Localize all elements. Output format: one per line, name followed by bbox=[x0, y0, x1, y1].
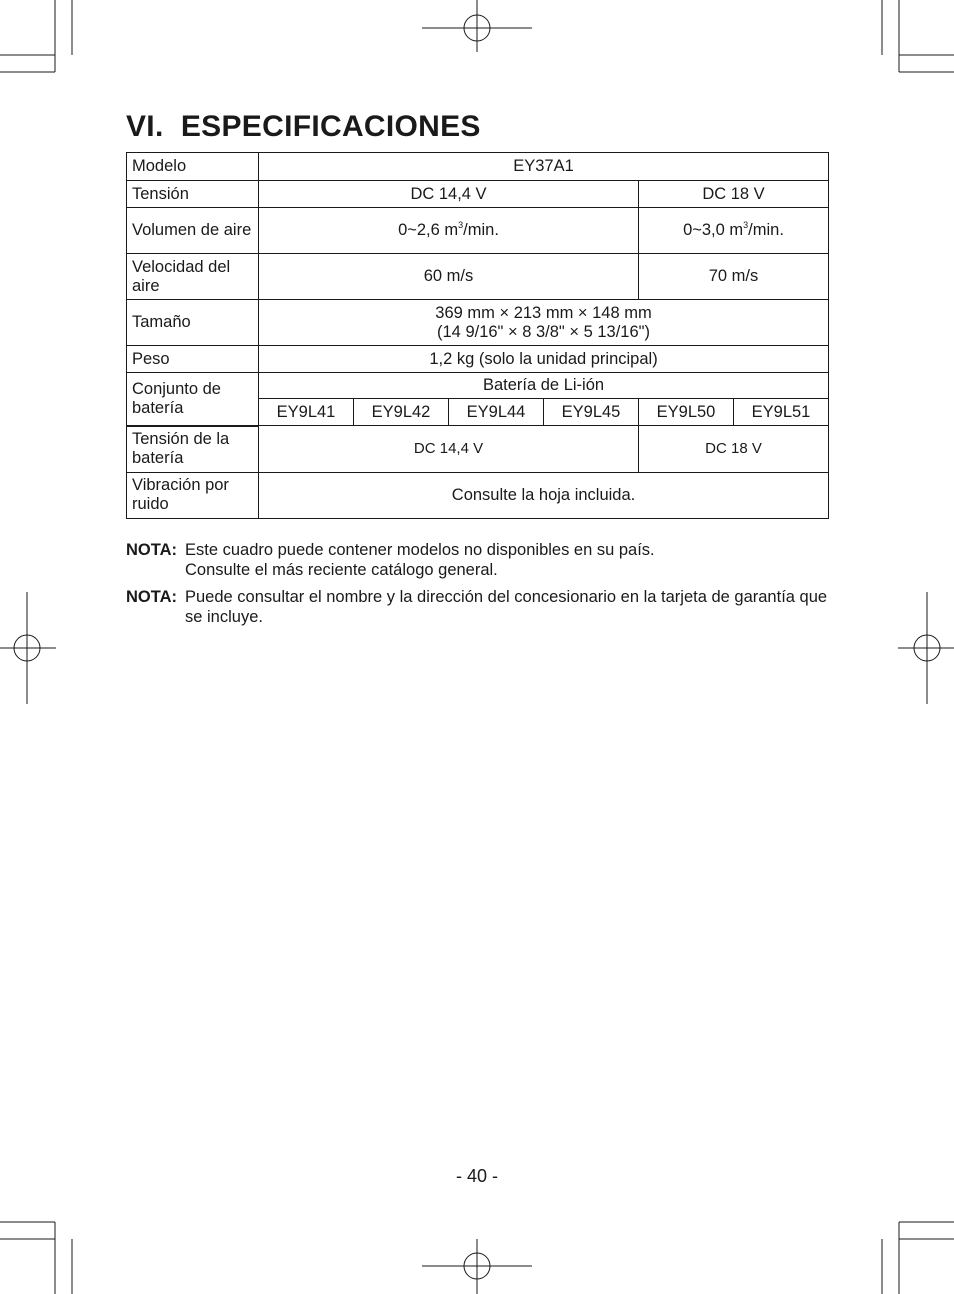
value-tension-bateria-14v: DC 14,4 V bbox=[259, 426, 639, 473]
note-text: Puede consultar el nombre y la dirección del concesionario en la tarjeta de garantía que se incluye. bbox=[185, 588, 828, 626]
value-tamano: 369 mm × 213 mm × 148 mm (14 9/16" × 8 3/8" × 5 13/16") bbox=[259, 300, 829, 346]
value-volumen-18v: 0~3,0 $m^3/\min$. bbox=[639, 208, 829, 254]
value-modelo: EY37A1 bbox=[259, 153, 829, 181]
crop-mark-top-left bbox=[0, 0, 80, 80]
table-row-bateria bbox=[127, 373, 829, 399]
table-row-velocidad bbox=[127, 254, 829, 300]
table-row-volumen bbox=[127, 208, 829, 254]
note-item bbox=[126, 587, 830, 627]
table-row-peso bbox=[127, 346, 829, 373]
battery-model: EY9L41 bbox=[259, 399, 354, 426]
crop-mark-bottom-right bbox=[874, 1214, 954, 1294]
battery-model: EY9L50 bbox=[639, 399, 734, 426]
note-label: NOTA: bbox=[126, 541, 178, 559]
row-label-peso: Peso bbox=[127, 346, 259, 373]
table-row-tension-bateria bbox=[127, 426, 829, 473]
specifications-table bbox=[126, 152, 829, 519]
row-label-tamano: Tamaño bbox=[127, 300, 259, 346]
battery-model: EY9L51 bbox=[734, 399, 829, 426]
registration-mark-right bbox=[898, 592, 954, 704]
table-row-tamano bbox=[127, 300, 829, 346]
table-row-vibracion bbox=[127, 472, 829, 518]
section-title: ESPECIFICACIONES bbox=[180, 110, 481, 143]
page-number: - 40 - bbox=[455, 1166, 498, 1186]
section-number: VI. bbox=[126, 110, 164, 143]
table-row-tension bbox=[127, 181, 829, 208]
row-label-modelo: Modelo bbox=[127, 153, 259, 181]
note-item bbox=[126, 540, 830, 580]
note-label: NOTA: bbox=[126, 588, 178, 606]
value-peso: 1,2 kg (solo la unidad principal) bbox=[259, 346, 829, 373]
value-velocidad-14v: 60 m/s bbox=[259, 254, 639, 300]
registration-mark-left bbox=[0, 592, 56, 704]
row-label-tension: Tensión bbox=[127, 181, 259, 208]
value-vibracion: Consulte la hoja incluida. bbox=[259, 472, 829, 518]
value-velocidad-18v: 70 m/s bbox=[639, 254, 829, 300]
registration-mark-bottom bbox=[422, 1239, 532, 1294]
row-label-vibracion: Vibración por ruido bbox=[127, 472, 259, 518]
section-heading bbox=[126, 110, 481, 144]
row-label-velocidad: Velocidad del aire bbox=[127, 254, 259, 300]
row-label-bateria: Conjunto de batería bbox=[127, 373, 259, 426]
battery-model: EY9L44 bbox=[449, 399, 544, 426]
value-tension-bateria-18v: DC 18 V bbox=[639, 426, 829, 473]
note-text: Este cuadro puede contener modelos no disponibles en su país. Consulte el más reciente catálogo general. bbox=[185, 541, 655, 579]
battery-model: EY9L45 bbox=[544, 399, 639, 426]
notes-section bbox=[126, 540, 830, 634]
crop-mark-bottom-left bbox=[0, 1214, 80, 1294]
row-label-volumen: Volumen de aire bbox=[127, 208, 259, 254]
battery-model: EY9L42 bbox=[354, 399, 449, 426]
value-bateria-tipo: Batería de Li-ión bbox=[259, 373, 829, 399]
registration-mark-top bbox=[422, 0, 532, 55]
value-tension-18v: DC 18 V bbox=[639, 181, 829, 208]
table-row-modelo bbox=[127, 153, 829, 181]
value-tension-14v: DC 14,4 V bbox=[259, 181, 639, 208]
value-volumen-14v: 0~2,6 $m^3/\min$. bbox=[259, 208, 639, 254]
row-label-tension-bateria: Tensión de la batería bbox=[127, 426, 259, 473]
crop-mark-top-right bbox=[874, 0, 954, 80]
